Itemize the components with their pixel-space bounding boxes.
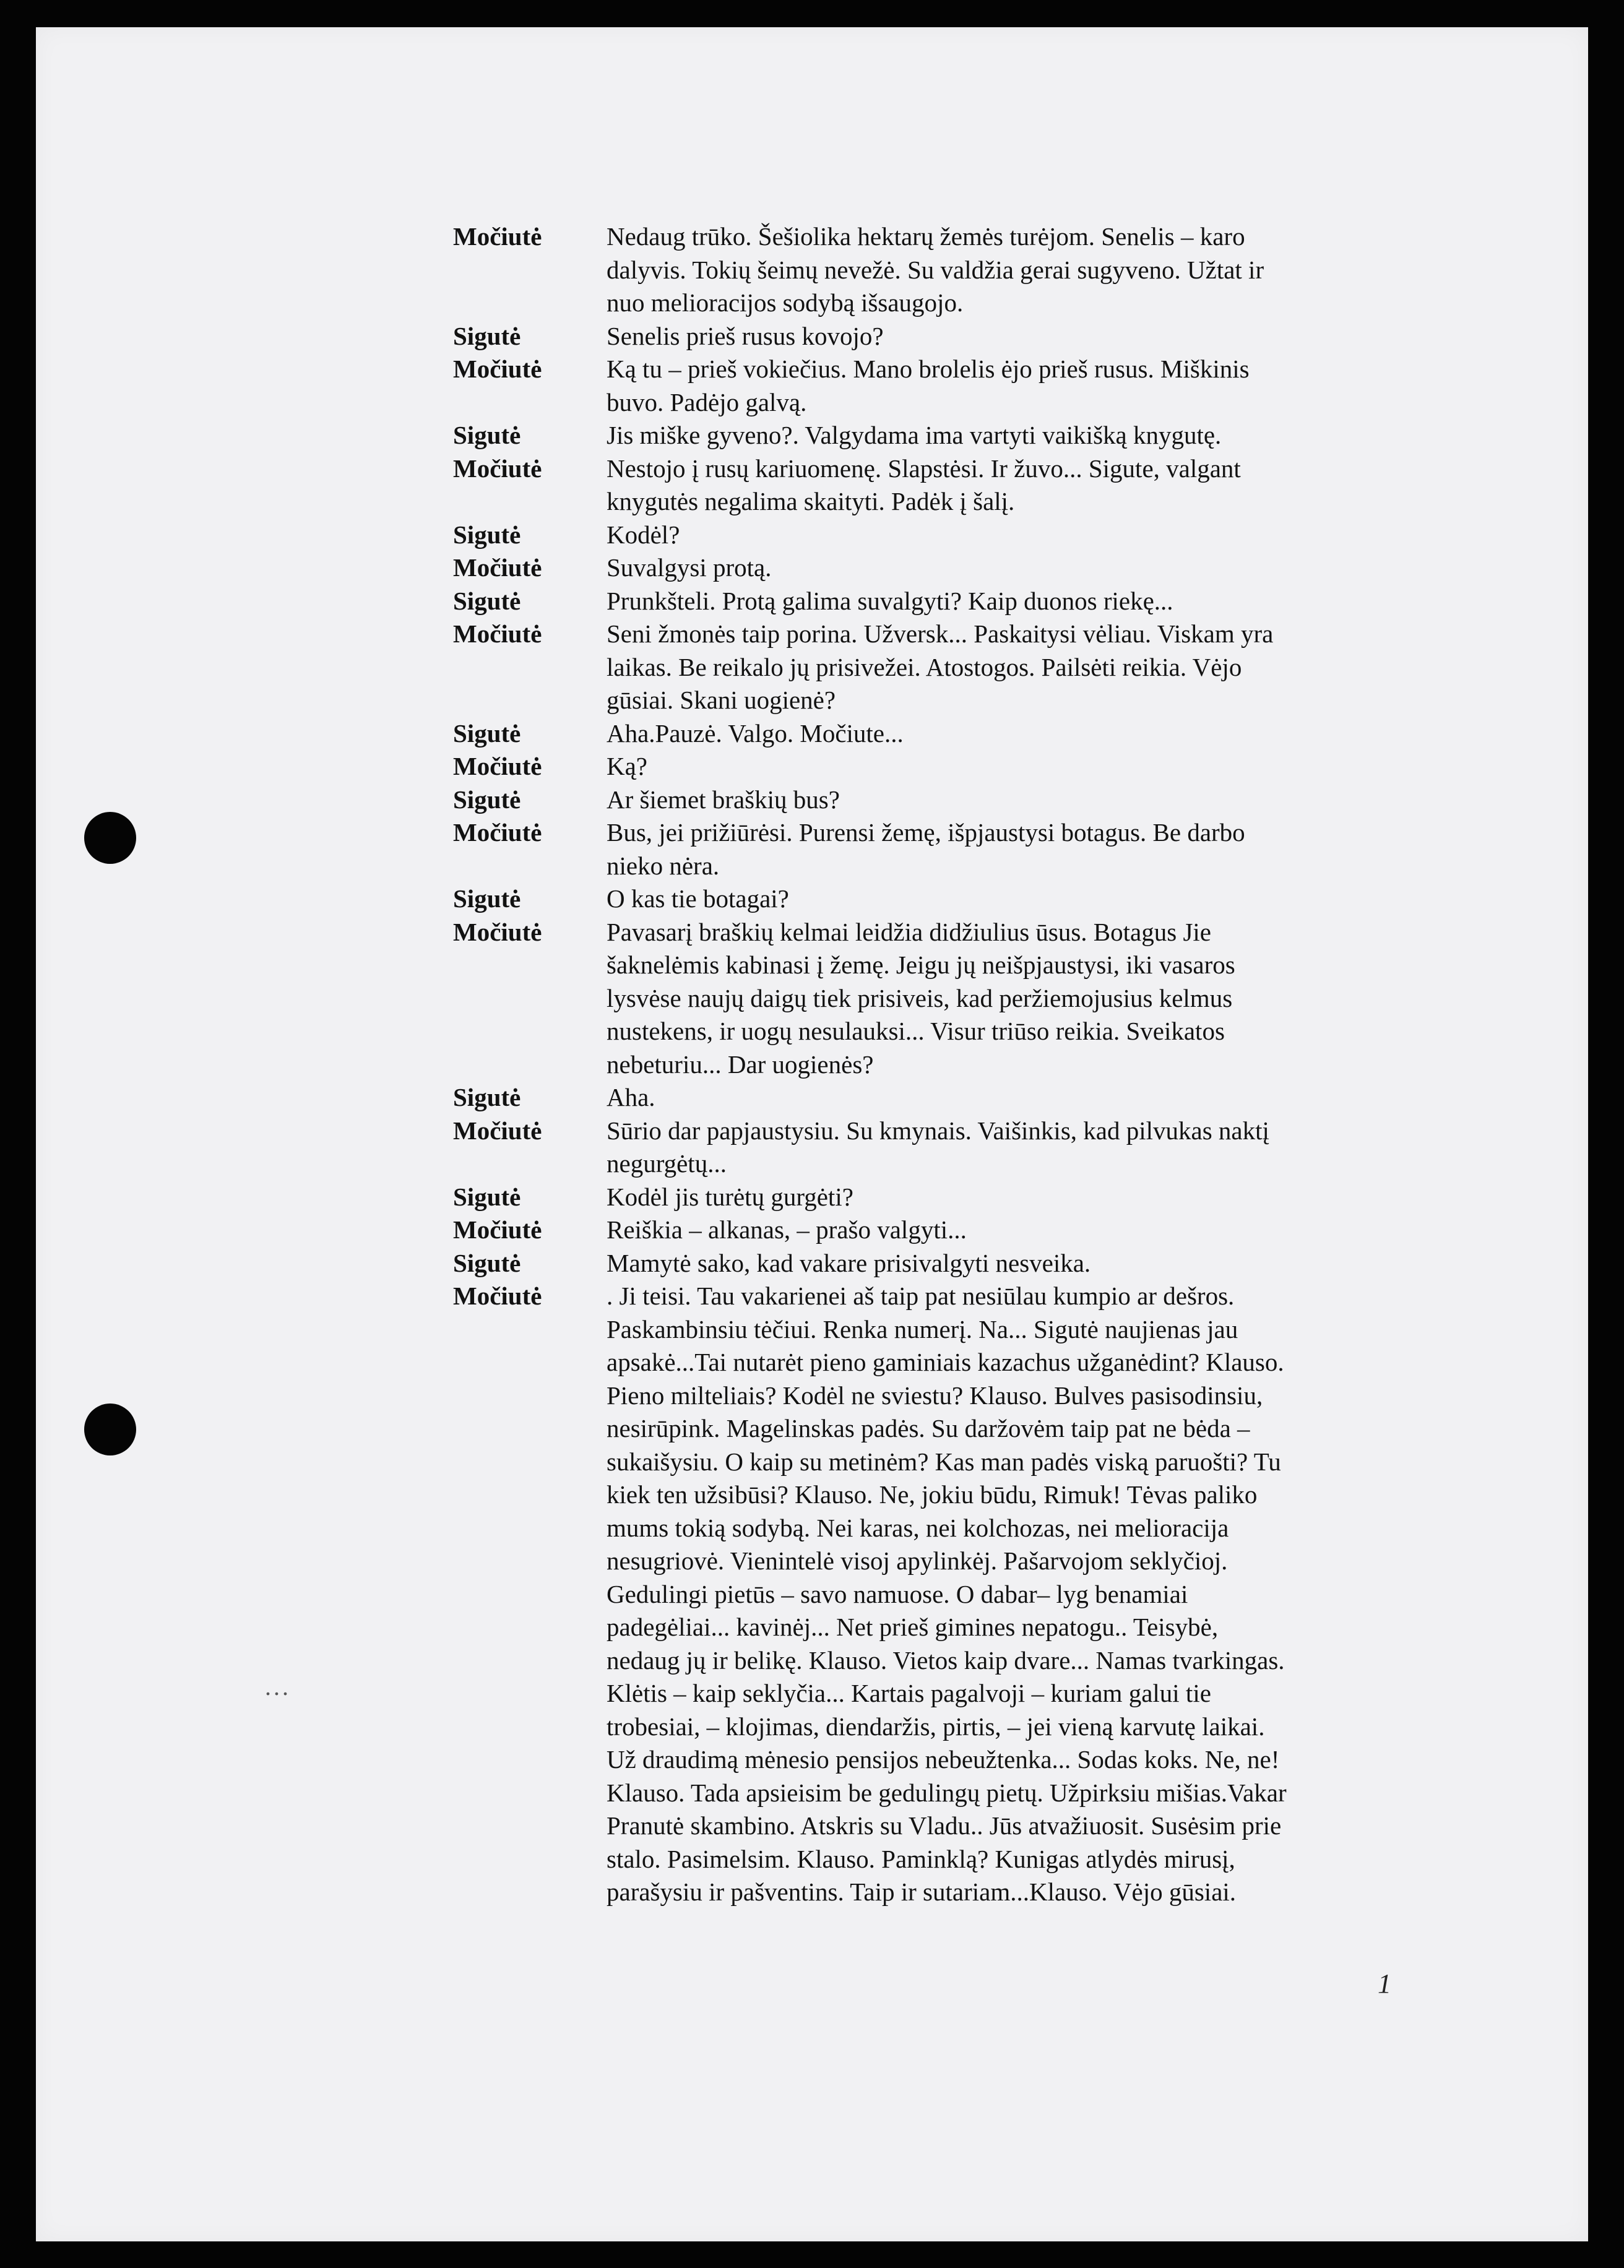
dialogue-text — [607, 618, 1431, 717]
dialogue-text — [607, 585, 1431, 618]
dialogue-row — [453, 783, 1431, 817]
dialogue-row — [453, 585, 1431, 618]
speaker-name: Sigutė — [453, 1248, 521, 1277]
dialogue-text — [607, 1280, 1431, 1909]
page-number: 1 — [1378, 1968, 1391, 1999]
dialogue-line: Mamytė sako, kad vakare prisivalgyti nesveika. — [607, 1248, 1091, 1277]
dialogue-line: Aha.Pauzė. Valgo. Močiute... — [607, 718, 904, 748]
speaker-name: Močiutė — [453, 752, 542, 780]
speaker-name: Močiutė — [453, 818, 542, 847]
dialogue-line: dalyvis. Tokių šeimų nevežė. Su valdžia gerai sugyveno. Užtat ir — [607, 255, 1264, 284]
dialogue-line: mums tokią sodybą. Nei karas, nei kolchozas, nei melioracija — [607, 1513, 1229, 1542]
dialogue-text — [607, 1115, 1431, 1181]
dialogue-text — [607, 320, 1431, 353]
dialogue-line: nuo melioracijos sodybą išsaugojo. — [607, 288, 964, 317]
dialogue-line: Suvalgysi protą. — [607, 553, 772, 582]
dialogue-line: Klauso. Tada apsieisim be gedulingų pietų. Užpirksiu mišias.Vakar — [607, 1778, 1287, 1807]
dialogue-row — [453, 618, 1431, 717]
dialogue-line: Kodėl? — [607, 520, 680, 549]
dialogue-row — [453, 1181, 1431, 1214]
dialogue-line: nesirūpink. Magelinskas padės. Su daržovėm taip pat ne bėda – — [607, 1414, 1250, 1442]
speaker-name: Močiutė — [453, 1282, 542, 1310]
dialogue-text — [607, 220, 1431, 320]
dialogue-text — [607, 353, 1431, 419]
dialogue-line: Nestojo į rusų kariuomenę. Slapstėsi. Ir žuvo... Sigute, valgant — [607, 454, 1241, 483]
dialogue-line: Klėtis – kaip seklyčia... Kartais pagalvoji – kuriam galui tie — [607, 1679, 1211, 1707]
punch-hole-bottom — [84, 1403, 136, 1455]
dialogue-text — [607, 1214, 1431, 1247]
dialogue-line: Pavasarį braškių kelmai leidžia didžiulius ūsus. Botagus Jie — [607, 917, 1211, 946]
speaker-name: Močiutė — [453, 355, 542, 383]
dialogue-line: gūsiai. Skani uogienė? — [607, 686, 836, 714]
speaker-name: Sigutė — [453, 321, 521, 350]
speaker-name: Sigutė — [453, 884, 521, 913]
dialogue-line: Nedaug trūko. Šešiolika hektarų žemės turėjom. Senelis – karo — [607, 222, 1245, 251]
script-body — [453, 220, 1431, 1909]
stray-mark: ... — [265, 1673, 291, 1701]
dialogue-line: nedaug jų ir belikę. Klauso. Vietos kaip dvare... Namas tvarkingas. — [607, 1645, 1285, 1675]
speaker-name: Sigutė — [453, 1182, 521, 1211]
dialogue-text — [607, 452, 1431, 519]
dialogue-line: kiek ten užsibūsi? Klauso. Ne, jokiu būdu, Rimuk! Tėvas paliko — [607, 1480, 1258, 1509]
dialogue-line: Ar šiemet braškių bus? — [607, 785, 840, 814]
dialogue-row — [453, 220, 1431, 320]
dialogue-row — [453, 419, 1431, 452]
dialogue-line: negurgėtų... — [607, 1149, 727, 1178]
dialogue-text — [607, 1247, 1431, 1280]
speaker-name: Močiutė — [453, 454, 542, 483]
dialogue-line: stalo. Pasimelsim. Klauso. Paminklą? Kunigas atlydės mirusį, — [607, 1844, 1235, 1873]
dialogue-line: buvo. Padėjo galvą. — [607, 387, 807, 416]
dialogue-line: O kas tie botagai? — [607, 884, 789, 913]
speaker-name: Sigutė — [453, 718, 521, 748]
speaker-name: Sigutė — [453, 520, 521, 549]
dialogue-line: sukaišysiu. O kaip su metinėm? Kas man padės viską paruošti? Tu — [607, 1447, 1281, 1476]
dialogue-line: Ką tu – prieš vokiečius. Mano brolelis ėjo prieš rusus. Miškinis — [607, 355, 1250, 383]
dialogue-line: Pranutė skambino. Atskris su Vladu.. Jūs atvažiuosit. Susėsim prie — [607, 1811, 1282, 1840]
speaker-name: Sigutė — [453, 421, 521, 449]
dialogue-row — [453, 1115, 1431, 1181]
dialogue-row — [453, 882, 1431, 916]
dialogue-line: Seni žmonės taip porina. Užversk... Paskaitysi vėliau. Viskam yra — [607, 619, 1274, 648]
speaker-name: Močiutė — [453, 222, 542, 251]
dialogue-row — [453, 519, 1431, 552]
dialogue-row — [453, 816, 1431, 882]
dialogue-line: Pieno milteliais? Kodėl ne sviestu? Klauso. Bulves pasisodinsiu, — [607, 1381, 1263, 1410]
dialogue-line: apsakė...Tai nutarėt pieno gaminiais kazachus užganėdint? Klauso. — [607, 1348, 1284, 1376]
dialogue-text — [607, 783, 1431, 817]
speaker-name: Močiutė — [453, 917, 542, 946]
dialogue-row — [453, 320, 1431, 353]
speaker-name: Sigutė — [453, 586, 521, 615]
dialogue-line: trobesiai, – klojimas, diendaržis, pirtis, – jei vieną karvutę laikai. — [607, 1712, 1265, 1741]
dialogue-line: Prunkšteli. Protą galima suvalgyti? Kaip duonos riekę... — [607, 586, 1173, 615]
dialogue-line: nesugriovė. Vienintelė visoj apylinkėj. Pašarvojom seklyčioj. — [607, 1546, 1228, 1575]
dialogue-line: parašysiu ir pašventins. Taip ir sutariam...Klauso. Vėjo gūsiai. — [607, 1878, 1237, 1906]
dialogue-line: Bus, jei prižiūrėsi. Purensi žemę, išpjaustysi botagus. Be darbo — [607, 818, 1245, 847]
dialogue-row — [453, 1247, 1431, 1280]
speaker-name: Močiutė — [453, 553, 542, 582]
dialogue-text — [607, 717, 1431, 751]
dialogue-line: nustekens, ir uogų nesulauksi... Visur triūso reikia. Sveikatos — [607, 1017, 1225, 1045]
dialogue-line: . Ji teisi. Tau vakarienei aš taip pat nesiūlau kumpio ar dešros. — [607, 1282, 1235, 1310]
dialogue-row — [453, 551, 1431, 585]
dialogue-line: Kodėl jis turėtų gurgėti? — [607, 1182, 853, 1211]
dialogue-text — [607, 882, 1431, 916]
dialogue-row — [453, 750, 1431, 783]
dialogue-line: šaknelėmis kabinasi į žemę. Jeigu jų neišpjaustysi, iki vasaros — [607, 951, 1235, 979]
dialogue-line: knygutės negalima skaityti. Padėk į šalį. — [607, 487, 1015, 515]
dialogue-text — [607, 816, 1431, 882]
dialogue-line: lysvėse naujų daigų tiek prisiveis, kad peržiemojusius kelmus — [607, 983, 1233, 1012]
dialogue-text — [607, 916, 1431, 1082]
dialogue-text — [607, 519, 1431, 552]
dialogue-line: Jis miške gyveno?. Valgydama ima vartyti vaikišką knygutę. — [607, 421, 1222, 449]
speaker-name: Močiutė — [453, 1116, 542, 1145]
punch-hole-top — [84, 812, 136, 864]
speaker-name: Sigutė — [453, 1083, 521, 1111]
dialogue-row — [453, 1280, 1431, 1909]
dialogue-row — [453, 1081, 1431, 1115]
dialogue-line: laikas. Be reikalo jų prisivežei. Atostogos. Pailsėti reikia. Vėjo — [607, 652, 1242, 681]
dialogue-line: nebeturiu... Dar uogienės? — [607, 1050, 874, 1079]
dialogue-row — [453, 916, 1431, 1082]
dialogue-text — [607, 551, 1431, 585]
dialogue-row — [453, 353, 1431, 419]
dialogue-text — [607, 750, 1431, 783]
dialogue-line: Aha. — [607, 1083, 655, 1111]
dialogue-text — [607, 419, 1431, 452]
speaker-name: Močiutė — [453, 619, 542, 648]
dialogue-row — [453, 717, 1431, 751]
speaker-name: Sigutė — [453, 785, 521, 814]
speaker-name: Močiutė — [453, 1215, 542, 1244]
dialogue-line: Sūrio dar papjaustysiu. Su kmynais. Vaišinkis, kad pilvukas naktį — [607, 1116, 1269, 1145]
dialogue-line: Už draudimą mėnesio pensijos nebeužtenka... Sodas koks. Ne, ne! — [607, 1745, 1280, 1774]
dialogue-line: padegėliai... kavinėj... Net prieš gimines nepatogu.. Teisybė, — [607, 1613, 1219, 1641]
dialogue-line: Ką? — [607, 752, 648, 780]
dialogue-row — [453, 452, 1431, 519]
dialogue-line: Senelis prieš rusus kovojo? — [607, 321, 884, 350]
dialogue-line: Reiškia – alkanas, – prašo valgyti... — [607, 1215, 967, 1244]
dialogue-line: Gedulingi pietūs – savo namuose. O dabar– lyg benamiai — [607, 1579, 1188, 1608]
dialogue-line: Paskambinsiu tėčiui. Renka numerį. Na... Sigutė naujienas jau — [607, 1314, 1238, 1343]
dialogue-text — [607, 1081, 1431, 1115]
dialogue-row — [453, 1214, 1431, 1247]
dialogue-text — [607, 1181, 1431, 1214]
dialogue-line: nieko nėra. — [607, 851, 720, 880]
